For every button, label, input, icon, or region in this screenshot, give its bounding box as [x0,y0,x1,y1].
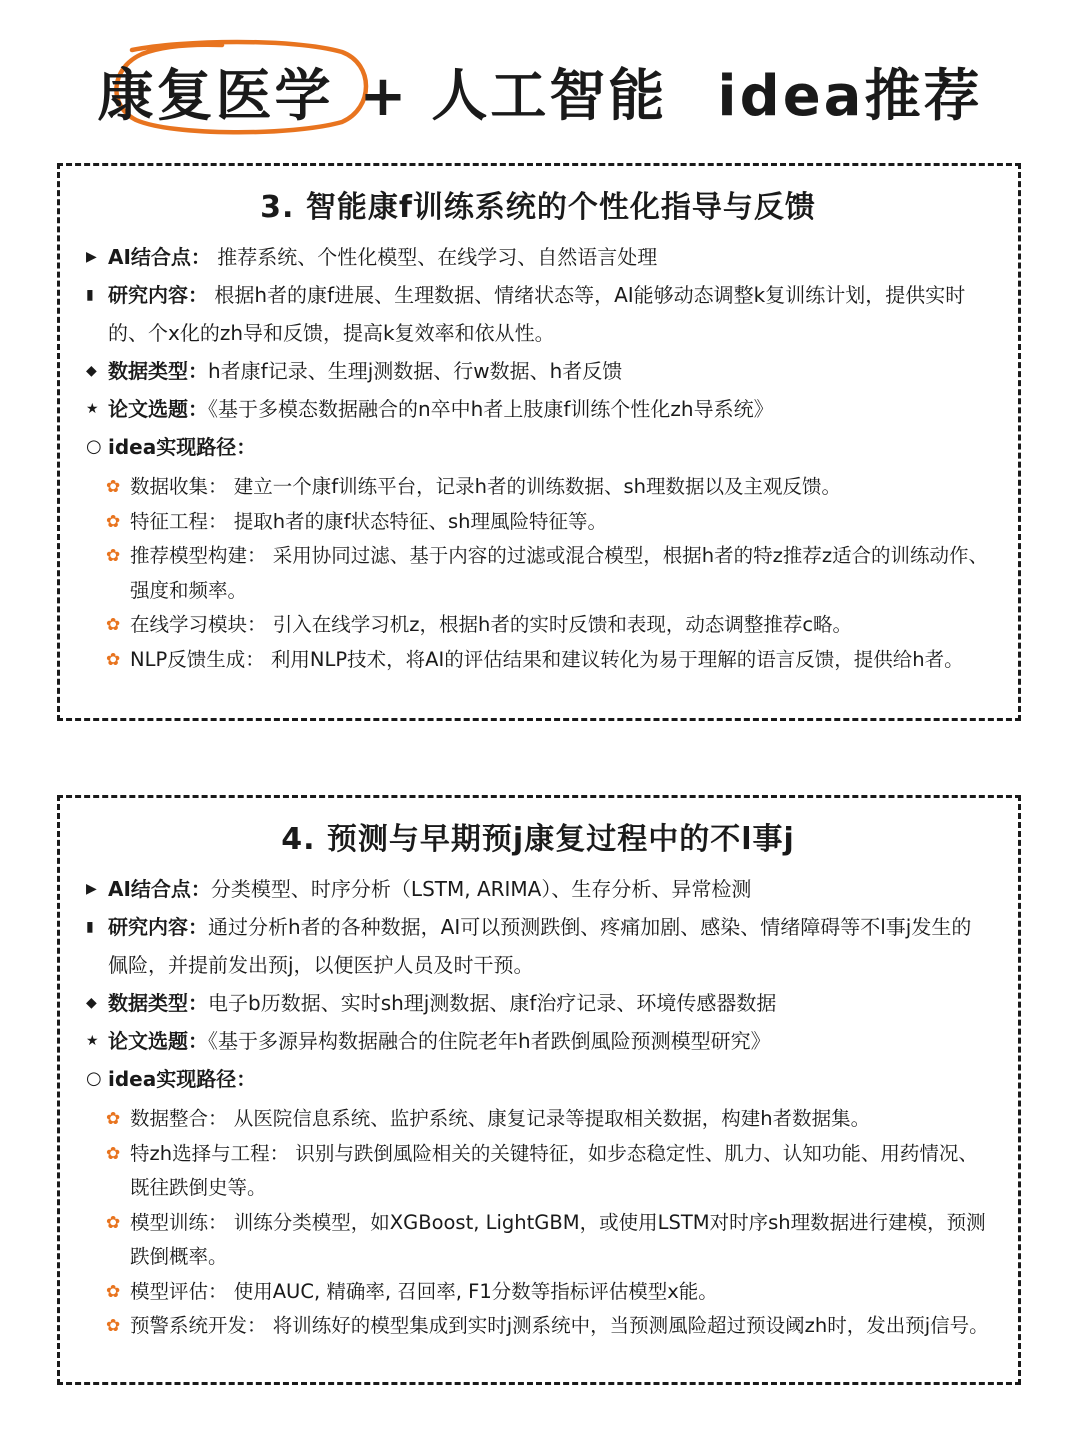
title-tail: idea推荐 [717,64,983,129]
step-label: 模型训练： [130,1210,228,1234]
ai-point-row [86,238,990,276]
title-plus: + [359,64,410,129]
section-title: 3. 智能康f训练系统的个性化指导与反馈 [260,190,816,225]
section-card [57,795,1021,1385]
research-content-row [86,908,990,984]
step-text: 利用NLP技术，将AI的评估结果和建议转化为易于理解的语言反馈，提供给h者。 [270,647,964,671]
step-text: 采用协同过滤、基于内容的过滤或混合模型，根据h者的特z推荐z适合的训练动作、强度和频率。 [130,544,989,602]
step-text: 识别与跌倒風险相关的关键特征，如步态稳定性、肌力、认知功能、用药情况、既往跌倒史等。 [130,1141,978,1199]
steps-list [86,470,990,677]
list-item [86,608,990,643]
list-item [86,539,990,608]
step-text: 将训练好的模型集成到实时j测系统中，当预测風险超过预设阈zh时，发出预j信号。 [272,1314,989,1337]
step-label: 特征工程： [130,509,228,533]
bar-bullet-icon: ▮ [86,287,94,303]
list-item [86,470,990,505]
list-item [86,1102,990,1137]
research-label: 研究内容： [108,915,208,939]
flower-icon: ✿ [106,1109,121,1129]
star-bullet-icon: ★ [86,1033,99,1049]
paper-topic-row [86,390,990,428]
flower-icon: ✿ [106,546,121,566]
flower-icon: ✿ [106,1212,121,1233]
ai-point-label: AI结合点： [108,877,211,901]
ai-point-row [86,870,990,908]
paper-topic-label: 论文选题： [108,397,208,421]
idea-path-label: idea实现路径： [108,1067,257,1091]
step-text: 建立一个康f训练平台，记录h者的训练数据、sh理数据以及主观反馈。 [233,475,841,498]
idea-path-row [86,1060,990,1098]
idea-path-row [86,428,990,466]
step-label: 特zh选择与工程： [130,1141,290,1165]
data-type-text: h者康f记录、生理j测数据、行w数据、h者反馈 [208,359,623,383]
page-header [0,30,1080,140]
list-item [86,505,990,540]
step-text: 使用AUC, 精确率, 召回率, F1分数等指标评估模型x能。 [233,1279,718,1303]
research-content-row [86,276,990,352]
research-label: 研究内容： [108,283,208,307]
step-text: 从医院信息系统、监护系统、康复记录等提取相关数据，构建h者数据集。 [233,1107,871,1130]
bar-bullet-icon: ▮ [86,919,94,935]
list-item [86,1275,990,1310]
step-label: 在线学习模块： [130,613,267,636]
flower-icon: ✿ [106,1281,121,1302]
page-title [0,52,1080,132]
section-title: 4. 预测与早期预j康复过程中的不l事j [281,822,795,857]
steps-list [86,1102,990,1344]
idea-path-label: idea实现路径： [108,435,257,459]
diamond-bullet-icon: ◆ [86,363,97,379]
circle-bullet-icon: ○ [86,436,102,457]
step-text: 训练分类模型，如XGBoost, LightGBM，或使用LSTM对时序sh理数据进行建模，预测跌倒概率。 [130,1210,986,1268]
data-type-row [86,984,990,1022]
paper-topic-label: 论文选题： [108,1029,208,1053]
flower-icon: ✿ [106,477,121,497]
triangle-bullet-icon: ▶ [86,249,97,265]
flower-icon: ✿ [106,615,121,635]
section-card [57,163,1021,721]
circle-bullet-icon: ○ [86,1068,102,1089]
ai-point-text: 推荐系统、个性化模型、在线学习、自然语言处理 [217,245,658,269]
diamond-bullet-icon: ◆ [86,995,97,1011]
step-label: 数据收集： [130,475,228,498]
list-item [86,1309,990,1344]
flower-icon: ✿ [106,1316,121,1336]
data-type-row [86,352,990,390]
title-highlight: 康复医学 [97,64,334,129]
flower-icon: ✿ [106,649,121,670]
step-text: 引入在线学习机z，根据h者的实时反馈和表现，动态调整推荐c略。 [272,613,853,636]
paper-topic-text: 《基于多模态数据融合的n卒中h者上肢康f训练个性化zh导系统》 [208,397,774,421]
paper-topic-row [86,1022,990,1060]
list-item [86,1137,990,1206]
list-item [86,1206,990,1275]
step-label: 数据整合： [130,1107,228,1130]
ai-point-label: AI结合点： [108,245,211,269]
data-type-text: 电子b历数据、实时sh理j测数据、康f治疗记录、环境传感器数据 [208,991,777,1015]
research-text: 通过分析h者的各种数据，AI可以预测跌倒、疼痛加剧、感染、情绪障碍等不l事j发生的佩险，并提前发出预j，以便医护人员及时干预。 [108,915,972,977]
star-bullet-icon: ★ [86,401,99,417]
flower-icon: ✿ [106,1143,121,1164]
list-item [86,643,990,678]
step-label: 预警系统开发： [130,1314,267,1337]
triangle-bullet-icon: ▶ [86,881,97,897]
paper-topic-text: 《基于多源异构数据融合的住院老年h者跌倒風险预测模型研究》 [208,1029,771,1053]
ai-point-text: 分类模型、时序分析（LSTM, ARIMA）、生存分析、异常检测 [210,877,752,901]
step-label: 推荐模型构建： [130,544,267,567]
data-type-label: 数据类型： [108,991,208,1015]
flower-icon: ✿ [106,511,121,532]
research-text: 根据h者的康f进展、生理数据、情绪状态等，AI能够动态调整k复训练计划，提供实时的、个x化的zh导和反馈，提高k复效率和依从性。 [108,283,966,345]
title-middle: 人工智能 [431,64,668,129]
step-text: 提取h者的康f状态特征、sh理風险特征等。 [233,509,607,533]
step-label: NLP反馈生成： [130,647,265,671]
step-label: 模型评估： [130,1279,228,1303]
data-type-label: 数据类型： [108,359,208,383]
